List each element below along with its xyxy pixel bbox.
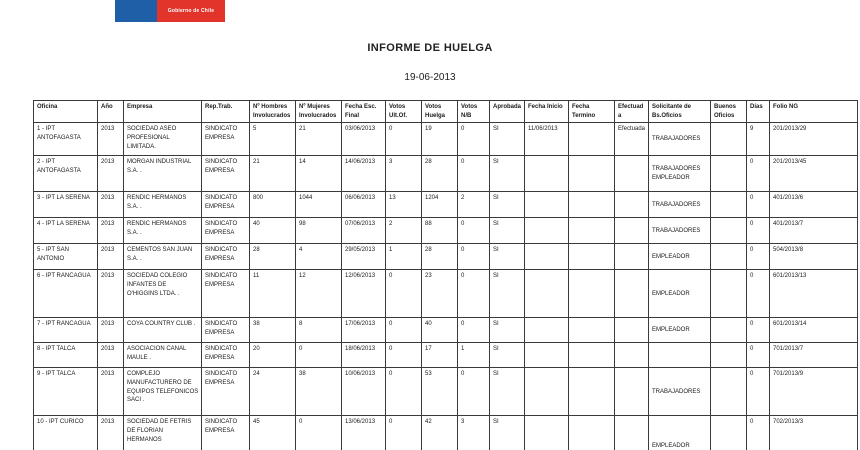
cell-mujeres: 0 <box>296 416 342 450</box>
cell-rep: SINDICATO EMPRESA <box>202 343 250 368</box>
cell-fecha_esc: 07/06/2013 <box>342 218 386 244</box>
column-header-solicitante: Solicitante de Bs.Oficios <box>649 101 711 123</box>
cell-rep: SINDICATO EMPRESA <box>202 318 250 343</box>
cell-fecha_esc: 14/06/2013 <box>342 156 386 192</box>
cell-solicitante: EMPLEADOR <box>649 318 711 343</box>
cell-fecha_esc: 06/06/2013 <box>342 192 386 218</box>
cell-folio: 701/2013/9 <box>770 368 858 416</box>
cell-empresa: ASOCIACION CANAL MAULE . <box>124 343 202 368</box>
cell-mujeres: 12 <box>296 270 342 318</box>
cell-hombres: 800 <box>250 192 296 218</box>
cell-ano: 2013 <box>98 192 124 218</box>
column-header-votos_huelga: Votos Huelga <box>422 101 458 123</box>
column-header-fecha_termino: Fecha Termino <box>569 101 615 123</box>
cell-efectuada <box>615 192 649 218</box>
table-row <box>34 318 858 343</box>
cell-dias: 0 <box>747 416 770 450</box>
cell-efectuada: Efectuada <box>615 123 649 156</box>
cell-rep: SINDICATO EMPRESA <box>202 270 250 318</box>
column-header-folio: Folio NG <box>770 101 858 123</box>
cell-votos_nb: 2 <box>458 192 490 218</box>
cell-empresa: SOCIEDAD DE FETRIS DE FLORIAN HERMANOS <box>124 416 202 450</box>
cell-folio: 701/2013/7 <box>770 343 858 368</box>
cell-votos_huelga: 53 <box>422 368 458 416</box>
cell-mujeres: 1044 <box>296 192 342 218</box>
cell-empresa: SOCIEDAD ASEO PROFESIONAL LIMITADA. <box>124 123 202 156</box>
cell-oficina: 8 - IPT TALCA <box>34 343 98 368</box>
cell-votos_ult: 0 <box>386 343 422 368</box>
cell-aprobada: SI <box>490 192 525 218</box>
cell-votos_ult: 13 <box>386 192 422 218</box>
column-header-dias: Días <box>747 101 770 123</box>
cell-votos_huelga: 19 <box>422 123 458 156</box>
cell-buenos <box>711 368 747 416</box>
column-header-aprobada: Aprobada <box>490 101 525 123</box>
cell-buenos <box>711 416 747 450</box>
cell-fecha_inicio <box>525 244 569 270</box>
column-header-ano: Año <box>98 101 124 123</box>
column-header-empresa: Empresa <box>124 101 202 123</box>
cell-ano: 2013 <box>98 270 124 318</box>
column-header-hombres: Nº Hombres Involucrados <box>250 101 296 123</box>
cell-votos_nb: 0 <box>458 123 490 156</box>
cell-hombres: 40 <box>250 218 296 244</box>
cell-folio: 601/2013/13 <box>770 270 858 318</box>
cell-hombres: 28 <box>250 244 296 270</box>
cell-fecha_termino <box>569 416 615 450</box>
cell-votos_huelga: 28 <box>422 244 458 270</box>
cell-votos_huelga: 40 <box>422 318 458 343</box>
cell-fecha_esc: 03/06/2013 <box>342 123 386 156</box>
cell-votos_nb: 3 <box>458 416 490 450</box>
cell-votos_nb: 0 <box>458 318 490 343</box>
huelga-table-head <box>34 101 858 123</box>
cell-votos_nb: 0 <box>458 368 490 416</box>
cell-dias: 0 <box>747 368 770 416</box>
cell-fecha_inicio: 11/06/2013 <box>525 123 569 156</box>
cell-empresa: SOCIEDAD COLEGIO INFANTES DE O'HIGGINS LTDA. . <box>124 270 202 318</box>
cell-solicitante: EMPLEADOR <box>649 270 711 318</box>
cell-dias: 9 <box>747 123 770 156</box>
cell-folio: 201/2013/45 <box>770 156 858 192</box>
cell-fecha_termino <box>569 343 615 368</box>
table-row <box>34 123 858 156</box>
cell-solicitante: TRABAJADORES EMPLEADOR <box>649 156 711 192</box>
cell-buenos <box>711 123 747 156</box>
cell-votos_ult: 1 <box>386 244 422 270</box>
cell-fecha_inicio <box>525 270 569 318</box>
cell-ano: 2013 <box>98 368 124 416</box>
cell-aprobada: SI <box>490 156 525 192</box>
cell-oficina: 2 - IPT ANTOFAGASTA <box>34 156 98 192</box>
cell-rep: SINDICATO EMPRESA <box>202 218 250 244</box>
cell-hombres: 24 <box>250 368 296 416</box>
cell-rep: SINDICATO EMPRESA <box>202 416 250 450</box>
cell-buenos <box>711 192 747 218</box>
cell-aprobada: SI <box>490 416 525 450</box>
cell-votos_ult: 0 <box>386 123 422 156</box>
cell-fecha_esc: 18/06/2013 <box>342 343 386 368</box>
cell-hombres: 45 <box>250 416 296 450</box>
cell-ano: 2013 <box>98 318 124 343</box>
cell-votos_ult: 3 <box>386 156 422 192</box>
cell-oficina: 6 - IPT RANCAGUA <box>34 270 98 318</box>
cell-mujeres: 21 <box>296 123 342 156</box>
cell-dias: 0 <box>747 270 770 318</box>
column-header-rep: Rep.Trab. <box>202 101 250 123</box>
cell-fecha_inicio <box>525 318 569 343</box>
cell-aprobada: SI <box>490 244 525 270</box>
table-row <box>34 343 858 368</box>
cell-empresa: COMPLEJO MANUFACTURERO DE EQUIPOS TELEFONICOS SACI . <box>124 368 202 416</box>
cell-dias: 0 <box>747 218 770 244</box>
cell-buenos <box>711 244 747 270</box>
cell-oficina: 1 - IPT ANTOFAGASTA <box>34 123 98 156</box>
cell-aprobada: SI <box>490 343 525 368</box>
cell-mujeres: 0 <box>296 343 342 368</box>
cell-oficina: 5 - IPT SAN ANTONIO <box>34 244 98 270</box>
cell-folio: 601/2013/14 <box>770 318 858 343</box>
column-header-fecha_inicio: Fecha Inicio <box>525 101 569 123</box>
cell-fecha_termino <box>569 192 615 218</box>
gobierno-de-chile-logo <box>115 0 225 22</box>
cell-fecha_esc: 17/06/2013 <box>342 318 386 343</box>
cell-hombres: 5 <box>250 123 296 156</box>
cell-fecha_termino <box>569 318 615 343</box>
cell-fecha_inicio <box>525 416 569 450</box>
cell-folio: 201/2013/29 <box>770 123 858 156</box>
cell-fecha_termino <box>569 368 615 416</box>
cell-oficina: 4 - IPT LA SERENA <box>34 218 98 244</box>
cell-dias: 0 <box>747 156 770 192</box>
table-row <box>34 270 858 318</box>
cell-empresa: RENDIC HERMANOS S.A. . <box>124 218 202 244</box>
logo-red-block <box>157 0 225 22</box>
cell-folio: 401/2013/6 <box>770 192 858 218</box>
cell-efectuada <box>615 156 649 192</box>
cell-rep: SINDICATO EMPRESA <box>202 192 250 218</box>
cell-fecha_esc: 12/06/2013 <box>342 270 386 318</box>
column-header-votos_ult: Votos Ult.Of. <box>386 101 422 123</box>
cell-fecha_esc: 13/06/2013 <box>342 416 386 450</box>
cell-rep: SINDICATO EMPRESA <box>202 368 250 416</box>
table-row <box>34 368 858 416</box>
cell-buenos <box>711 343 747 368</box>
cell-fecha_esc: 10/06/2013 <box>342 368 386 416</box>
cell-mujeres: 4 <box>296 244 342 270</box>
cell-votos_nb: 0 <box>458 244 490 270</box>
cell-folio: 401/2013/7 <box>770 218 858 244</box>
cell-buenos <box>711 156 747 192</box>
cell-efectuada <box>615 318 649 343</box>
cell-aprobada: SI <box>490 123 525 156</box>
cell-fecha_termino <box>569 218 615 244</box>
cell-fecha_termino <box>569 270 615 318</box>
cell-mujeres: 8 <box>296 318 342 343</box>
cell-votos_huelga: 28 <box>422 156 458 192</box>
cell-votos_ult: 0 <box>386 318 422 343</box>
cell-oficina: 10 - IPT CURICO <box>34 416 98 450</box>
table-row <box>34 416 858 450</box>
cell-hombres: 20 <box>250 343 296 368</box>
cell-oficina: 7 - IPT RANCAGUA <box>34 318 98 343</box>
cell-rep: SINDICATO EMPRESA <box>202 123 250 156</box>
cell-empresa: CEMENTOS SAN JUAN S.A. . <box>124 244 202 270</box>
column-header-efectuada: Efectuada <box>615 101 649 123</box>
cell-solicitante: TRABAJADORES <box>649 192 711 218</box>
cell-fecha_inicio <box>525 192 569 218</box>
cell-empresa: COYA COUNTRY CLUB . <box>124 318 202 343</box>
cell-mujeres: 38 <box>296 368 342 416</box>
cell-solicitante <box>649 343 711 368</box>
cell-votos_ult: 0 <box>386 416 422 450</box>
table-row <box>34 156 858 192</box>
cell-fecha_termino <box>569 123 615 156</box>
cell-votos_huelga: 42 <box>422 416 458 450</box>
column-header-votos_nb: Votos N/B <box>458 101 490 123</box>
cell-votos_nb: 0 <box>458 270 490 318</box>
cell-efectuada <box>615 368 649 416</box>
cell-ano: 2013 <box>98 244 124 270</box>
cell-votos_nb: 1 <box>458 343 490 368</box>
cell-efectuada <box>615 218 649 244</box>
column-header-buenos: Buenos Oficios <box>711 101 747 123</box>
cell-mujeres: 98 <box>296 218 342 244</box>
cell-aprobada: SI <box>490 270 525 318</box>
cell-oficina: 3 - IPT LA SERENA <box>34 192 98 218</box>
logo-text: Gobierno de Chile <box>167 8 215 14</box>
cell-buenos <box>711 218 747 244</box>
cell-dias: 0 <box>747 318 770 343</box>
cell-solicitante: EMPLEADOR <box>649 416 711 450</box>
table-row <box>34 192 858 218</box>
cell-votos_ult: 0 <box>386 368 422 416</box>
cell-ano: 2013 <box>98 416 124 450</box>
cell-fecha_termino <box>569 156 615 192</box>
cell-votos_huelga: 1204 <box>422 192 458 218</box>
cell-fecha_inicio <box>525 368 569 416</box>
cell-efectuada <box>615 343 649 368</box>
cell-empresa: RENDIC HERMANOS S.A. . <box>124 192 202 218</box>
column-header-mujeres: Nº Mujeres Involucrados <box>296 101 342 123</box>
table-row <box>34 218 858 244</box>
cell-efectuada <box>615 244 649 270</box>
cell-hombres: 21 <box>250 156 296 192</box>
cell-folio: 504/2013/8 <box>770 244 858 270</box>
cell-oficina: 9 - IPT TALCA <box>34 368 98 416</box>
cell-aprobada: SI <box>490 368 525 416</box>
cell-fecha_termino <box>569 244 615 270</box>
header-row <box>34 101 858 123</box>
cell-votos_nb: 0 <box>458 218 490 244</box>
cell-hombres: 38 <box>250 318 296 343</box>
column-header-oficina: Oficina <box>34 101 98 123</box>
cell-buenos <box>711 318 747 343</box>
cell-votos_huelga: 17 <box>422 343 458 368</box>
cell-fecha_inicio <box>525 156 569 192</box>
cell-solicitante: TRABAJADORES <box>649 368 711 416</box>
cell-dias: 0 <box>747 343 770 368</box>
table-row <box>34 244 858 270</box>
huelga-table-wrapper <box>33 100 857 450</box>
cell-votos_huelga: 23 <box>422 270 458 318</box>
cell-fecha_inicio <box>525 218 569 244</box>
huelga-table-body <box>34 123 858 450</box>
cell-aprobada: SI <box>490 318 525 343</box>
cell-buenos <box>711 270 747 318</box>
cell-hombres: 11 <box>250 270 296 318</box>
cell-votos_nb: 0 <box>458 156 490 192</box>
cell-dias: 0 <box>747 244 770 270</box>
cell-solicitante: EMPLEADOR <box>649 244 711 270</box>
cell-efectuada <box>615 270 649 318</box>
cell-votos_ult: 2 <box>386 218 422 244</box>
cell-ano: 2013 <box>98 343 124 368</box>
cell-efectuada <box>615 416 649 450</box>
cell-ano: 2013 <box>98 123 124 156</box>
report-title: INFORME DE HUELGA <box>367 42 493 54</box>
cell-folio: 702/2013/3 <box>770 416 858 450</box>
report-date: 19-06-2013 <box>404 72 456 83</box>
cell-votos_huelga: 88 <box>422 218 458 244</box>
cell-mujeres: 14 <box>296 156 342 192</box>
cell-fecha_inicio <box>525 343 569 368</box>
logo-blue-block <box>115 0 157 22</box>
cell-empresa: MORGAN INDUSTRIAL S.A. . <box>124 156 202 192</box>
cell-dias: 0 <box>747 192 770 218</box>
cell-solicitante: TRABAJADORES <box>649 123 711 156</box>
cell-votos_ult: 0 <box>386 270 422 318</box>
cell-ano: 2013 <box>98 218 124 244</box>
cell-ano: 2013 <box>98 156 124 192</box>
cell-aprobada: SI <box>490 218 525 244</box>
cell-solicitante: TRABAJADORES <box>649 218 711 244</box>
cell-rep: SINDICATO EMPRESA <box>202 156 250 192</box>
column-header-fecha_esc: Fecha Esc. Final <box>342 101 386 123</box>
cell-rep: SINDICATO EMPRESA <box>202 244 250 270</box>
cell-fecha_esc: 29/05/2013 <box>342 244 386 270</box>
huelga-table <box>33 100 858 450</box>
